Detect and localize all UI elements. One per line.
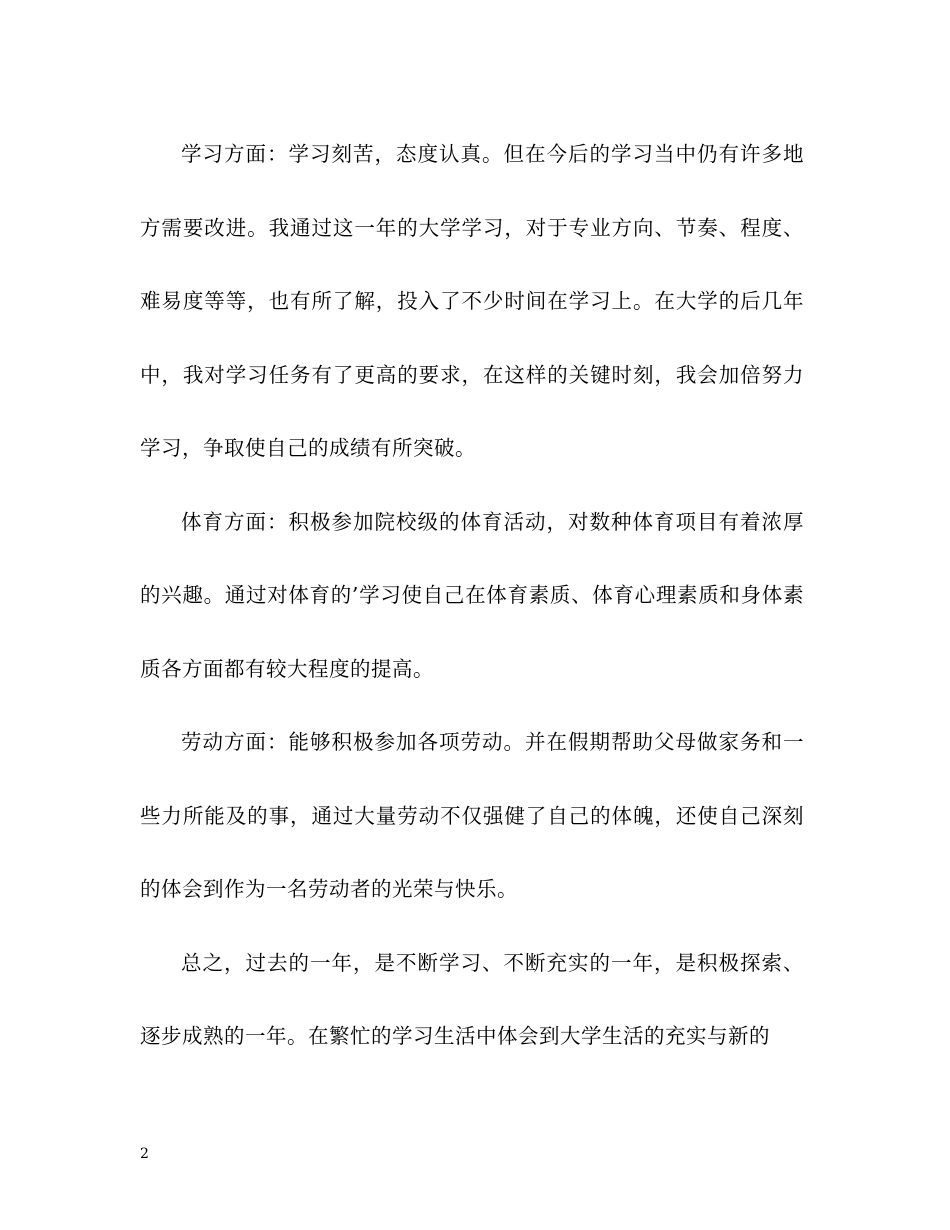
paragraph-sports: 体育方面：积极参加院校级的体育活动，对数种体育项目有着浓厚的兴趣。通过对体育的’学习使自己在体育素质、体育心理素质和身体素质各方面都有较大程度的提高。 [140,509,804,681]
paragraph-summary: 总之，过去的一年，是不断学习、不断充实的一年，是积极探索、逐步成熟的一年。在繁忙的学习生活中体会到大学生活的充实与新的 [140,950,804,1048]
page-number: 2 [140,1146,149,1162]
paragraph-study: 学习方面：学习刻苦，态度认真。但在今后的学习当中仍有许多地方需要改进。我通过这一年的大学学习，对于专业方向、节奏、程度、难易度等等，也有所了解，投入了不少时间在学习上。在大学的后几年中，我对学习任务有了更高的要求，在这样的关键时刻，我会加倍努力学习，争取使自己的成绩有所突破。 [140,142,804,460]
document-body [140,118,804,1074]
paragraph-labor: 劳动方面：能够积极参加各项劳动。并在假期帮助父母做家务和一些力所能及的事，通过大量劳动不仅强健了自己的体魄，还使自己深刻的体会到作为一名劳动者的光荣与快乐。 [140,730,804,901]
